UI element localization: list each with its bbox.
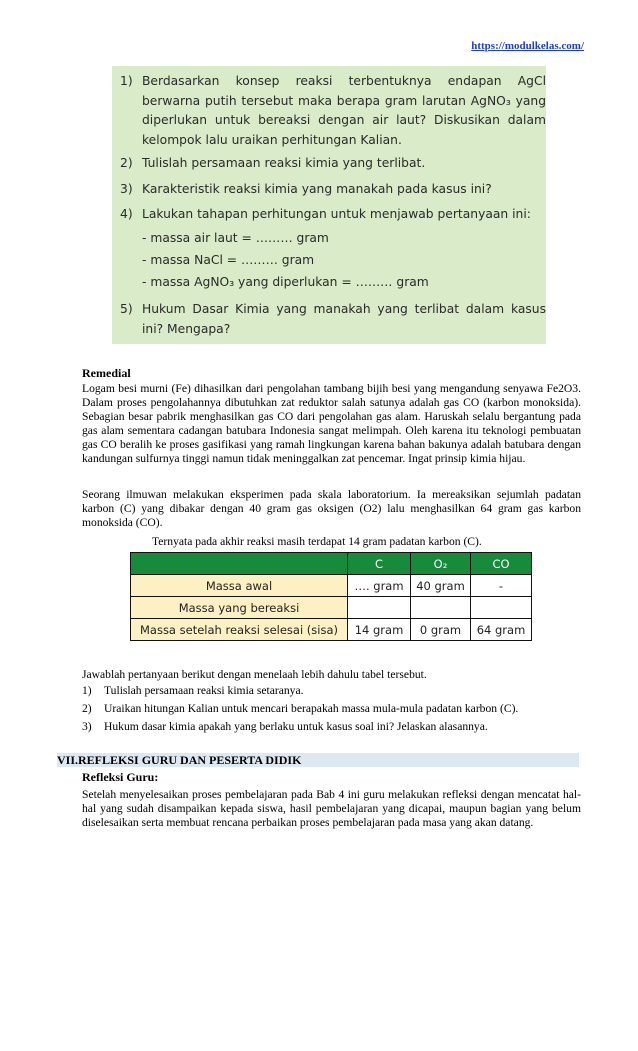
question-number: 2) <box>82 702 92 715</box>
question-number: 1) <box>82 684 92 697</box>
remedial-paragraph-2: Seorang ilmuwan melakukan eksperimen pada skala laboratorium. Ia mereaksikan sejumlah padatan karbon (C) yang dibakar dengan 40 gram gas oksigen (O2) lalu menghasilkan 64 gram gas karbon monoksida (CO). <box>82 488 581 529</box>
table-cell: 0 gram <box>411 619 471 641</box>
exercise-text: Lakukan tahapan perhitungan untuk menjawab pertanyaan ini: <box>142 207 531 221</box>
reflection-subtitle: Refleksi Guru: <box>82 770 159 784</box>
exercise-number: 4) <box>120 207 133 221</box>
exercise-number: 5) <box>120 302 133 316</box>
question-item-1 <box>82 684 304 697</box>
question-number: 3) <box>82 720 92 733</box>
instruction-text: Jawablah pertanyaan berikut dengan menelaah lebih dahulu tabel tersebut. <box>82 668 427 681</box>
table-row <box>131 619 532 641</box>
table-header-row <box>131 553 532 575</box>
question-text: Uraikan hitungan Kalian untuk mencari berapakah massa mula-mula padatan karbon (C). <box>104 702 519 715</box>
exercise-text: Karakteristik reaksi kimia yang manakah pada kasus ini? <box>142 182 492 196</box>
exercise-number: 3) <box>120 182 133 196</box>
exercise-box <box>112 66 546 344</box>
table-cell: 14 gram <box>348 619 411 641</box>
table-header-cell: CO <box>471 553 532 575</box>
reflection-text: Setelah menyelesaikan proses pembelajaran pada Bab 4 ini guru melakukan refleksi dengan mencatat hal-hal yang sudah disampaikan kepada siswa, hasil pembelajaran yang dicapai, maupun bagian yang belum diselesaikan serta membuat rencana perbaikan proses pembelajaran pada masa yang akan datang. <box>82 788 581 829</box>
table-header-cell: O₂ <box>411 553 471 575</box>
table-cell: …. gram <box>348 575 411 597</box>
remedial-heading: Remedial <box>82 366 131 380</box>
table-header-cell <box>131 553 348 575</box>
table-cell: 40 gram <box>411 575 471 597</box>
sub-item-nacl: - massa NaCl = ……… gram <box>142 253 315 267</box>
exercise-number: 2) <box>120 156 133 170</box>
table-row-label: Massa yang bereaksi <box>131 597 348 619</box>
header-url-link[interactable]: https://modulkelas.com/ <box>471 40 584 52</box>
table-row-label: Massa setelah reaksi selesai (sisa) <box>131 619 348 641</box>
remedial-paragraph-1: Logam besi murni (Fe) dihasilkan dari pengolahan tambang bijih besi yang mengandung senyawa Fe2O3. Dalam proses pengolahannya dibutuhkan zat reduktor salah satunya adalah gas CO (karbon monoksida). Sebagian besar pabrik menghasilkan gas CO dari pengolahan gas alam. Haruskah selalu bergantung pada gas alam sementara cadangan batubara Indonesia sangat melimpah. Oleh karena itu teknologi pembuatan gas CO beralih ke proses gasifikasi yang ramah lingkungan karena bahan bakunya adalah batubara dengan kandungan sulfurnya tinggi namun tidak meninggalkan zat pencemar. Ingat prinsip kimia hijau. <box>82 382 581 465</box>
question-item-3 <box>82 720 488 733</box>
question-text: Tulislah persamaan reaksi kimia setaranya. <box>104 684 304 697</box>
table-row <box>131 597 532 619</box>
question-item-2 <box>82 702 518 715</box>
exercise-text: Hukum Dasar Kimia yang manakah yang terlibat dalam kasus ini? Mengapa? <box>142 302 546 336</box>
table-header-cell: C <box>348 553 411 575</box>
exercise-text: Berdasarkan konsep reaksi terbentuknya endapan AgCl berwarna putih tersebut maka berapa gram larutan AgNO₃ yang diperlukan untuk bereaksi dengan air laut? Diskusikan dalam kelompok lalu uraikan perhitungan Kalian. <box>142 74 546 147</box>
exercise-number: 1) <box>120 74 133 88</box>
question-text: Hukum dasar kimia apakah yang berlaku untuk kasus soal ini? Jelaskan alasannya. <box>104 720 488 733</box>
table-cell <box>471 597 532 619</box>
table-cell: - <box>471 575 532 597</box>
sub-item-air-laut: - massa air laut = ……… gram <box>142 231 329 245</box>
table-cell: 64 gram <box>471 619 532 641</box>
table-row <box>131 575 532 597</box>
mass-table <box>130 552 532 641</box>
sub-item-agno3: - massa AgNO₃ yang diperlukan = ……… gram <box>142 275 429 289</box>
table-cell <box>348 597 411 619</box>
exercise-text: Tulislah persamaan reaksi kimia yang terlibat. <box>142 156 426 170</box>
table-cell <box>411 597 471 619</box>
table-row-label: Massa awal <box>131 575 348 597</box>
remedial-paragraph-3: Ternyata pada akhir reaksi masih terdapat 14 gram padatan karbon (C). <box>152 535 482 548</box>
section-title: VII.REFLEKSI GURU DAN PESERTA DIDIK <box>57 753 302 767</box>
